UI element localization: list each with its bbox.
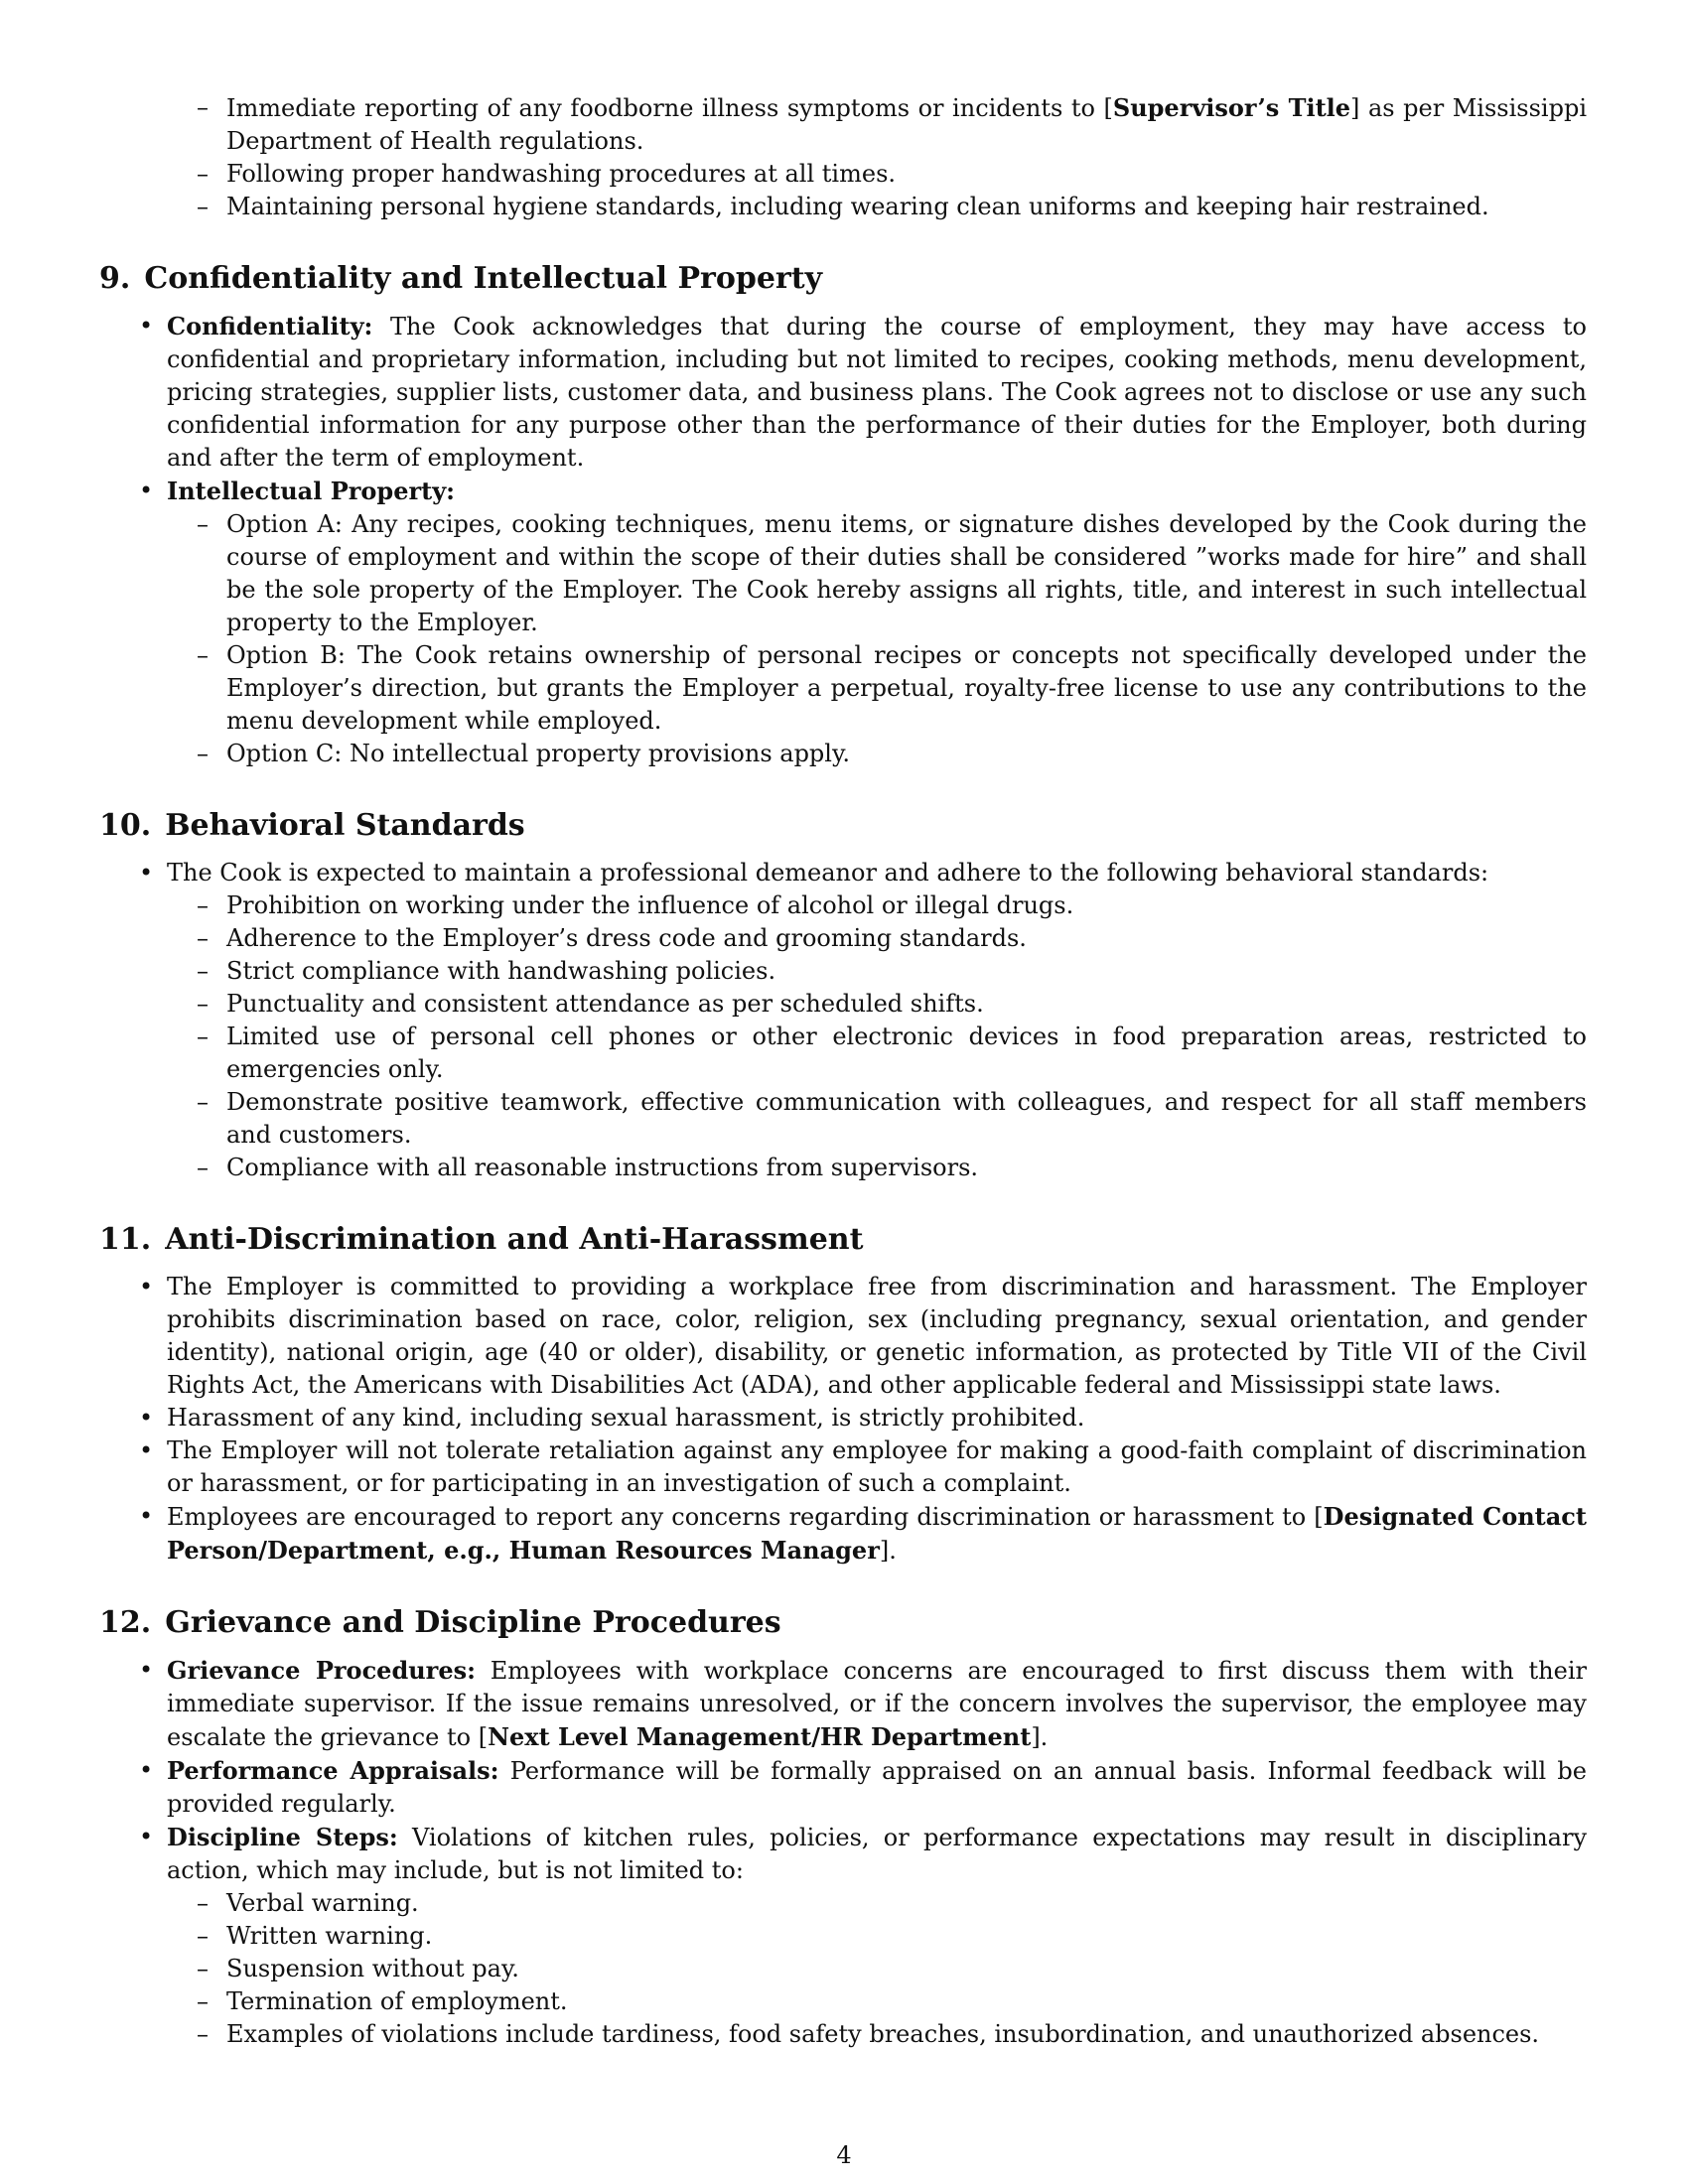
performance-appraisals-clause: • Performance Appraisals: Performance will be formally appraised on an annual basis. Informal feedback will be provided regularly. <box>99 1754 1587 1821</box>
section-heading-10: 10. Behavioral Standards <box>99 808 525 843</box>
list-item: – Verbal warning. <box>167 1887 1587 1920</box>
list-item: – Prohibition on working under the influence of alcohol or illegal drugs. <box>167 889 1587 922</box>
section-heading-9: 9. Confidentiality and Intellectual Property <box>99 261 823 296</box>
list-item: – Written warning. <box>167 1920 1587 1953</box>
section-11-list <box>99 1271 1587 1568</box>
list-item: – Suspension without pay. <box>167 1953 1587 1985</box>
list-item: • Employees are encouraged to report any concerns regarding discrimination or harassment to [Designated Contact Person/Department, e.g., Human Resources Manager]. <box>99 1500 1587 1568</box>
ip-options-list <box>167 508 1587 770</box>
page-number: 4 <box>836 2141 852 2169</box>
list-item: – Punctuality and consistent attendance as per scheduled shifts. <box>167 988 1587 1021</box>
list-item: • Harassment of any kind, including sexual harassment, is strictly prohibited. <box>99 1402 1587 1434</box>
list-item: – Following proper handwashing procedures at all times. <box>99 158 1587 191</box>
list-item: – Strict compliance with handwashing policies. <box>167 955 1587 988</box>
discipline-steps-clause: • Discipline Steps: Violations of kitchen rules, policies, or performance expectations may result in disciplinary action, which may include, but is not limited to: – Verbal warning. – Written warning. – Suspension without pay. – Termination of employment. – Examples of violations include tardiness, food safety breaches, insubordination, and unauthorized absences. <box>99 1821 1587 2051</box>
section-12-list <box>99 1654 1587 2051</box>
ip-option-c: – Option C: No intellectual property provisions apply. <box>167 738 1587 770</box>
section-heading-12: 12. Grievance and Discipline Procedures <box>99 1605 781 1640</box>
food-safety-continued-list <box>99 91 1587 223</box>
confidentiality-clause: • Confidentiality: The Cook acknowledges that during the course of employment, they may have access to confidential and proprietary information, including but not limited to recipes, cooking methods, menu development, pricing strategies, supplier lists, customer data, and business plans. The Cook agrees not to disclose or use any such confidential information for any purpose other than the performance of their duties for the Employer, both during and after the term of employment. <box>99 310 1587 475</box>
ip-option-b: – Option B: The Cook retains ownership of personal recipes or concepts not specifically developed under the Employer’s direction, but grants the Employer a perpetual, royalty-free license to use any contributions to the menu development while employed. <box>167 639 1587 738</box>
list-item: – Examples of violations include tardiness, food safety breaches, insubordination, and unauthorized absences. <box>167 2018 1587 2051</box>
section-9-list <box>99 310 1587 770</box>
list-item: – Adherence to the Employer’s dress code and grooming standards. <box>167 922 1587 955</box>
list-item: – Demonstrate positive teamwork, effective communication with colleagues, and respect for all staff members and customers. <box>167 1086 1587 1152</box>
ip-option-a: – Option A: Any recipes, cooking techniques, menu items, or signature dishes developed by the Cook during the course of employment and within the scope of their duties shall be considered ”works made for hire” and shall be the sole property of the Employer. The Cook hereby assigns all rights, title, and interest in such intellectual property to the Employer. <box>167 508 1587 639</box>
placeholder-field: Supervisor’s Title <box>1112 93 1351 122</box>
discipline-steps-items <box>167 1887 1587 2051</box>
list-item: • The Employer is committed to providing a workplace free from discrimination and harassment. The Employer prohibits discrimination based on race, color, religion, sex (including pregnancy, sexual orientation, and gender identity), national origin, age (40 or older), disability, or genetic information, as protected by Title VII of the Civil Rights Act, the Americans with Disabilities Act (ADA), and other applicable federal and Mississippi state laws. <box>99 1271 1587 1402</box>
placeholder-field: Next Level Management/HR Department <box>488 1722 1032 1751</box>
grievance-procedures-clause: • Grievance Procedures: Employees with workplace concerns are encouraged to first discuss them with their immediate supervisor. If the issue remains unresolved, or if the concern involves the supervisor, the employee may escalate the grievance to [Next Level Management/HR Department]. <box>99 1654 1587 1754</box>
list-item: – Compliance with all reasonable instructions from supervisors. <box>167 1152 1587 1184</box>
list-item: • The Employer will not tolerate retaliation against any employee for making a good-faith complaint of discrimination or harassment, or for participating in an investigation of such a complaint. <box>99 1434 1587 1500</box>
section-heading-11: 11. Anti-Discrimination and Anti-Harassment <box>99 1222 864 1257</box>
list-item: – Limited use of personal cell phones or other electronic devices in food preparation areas, restricted to emergencies only. <box>167 1021 1587 1086</box>
list-item: – Maintaining personal hygiene standards, including wearing clean uniforms and keeping hair restrained. <box>99 191 1587 223</box>
placeholder-field: Designated Contact Person/Department, e.g., Human Resources Manager <box>167 1502 1587 1565</box>
intellectual-property-clause: • Intellectual Property: – Option A: Any recipes, cooking techniques, menu items, or signature dishes developed by the Cook during the course of employment and within the scope of their duties shall be considered ”works made for hire” and shall be the sole property of the Employer. The Cook hereby assigns all rights, title, and interest in such intellectual property to the Employer. – Option B: The Cook retains ownership of personal recipes or concepts not specifically developed under the Employer’s direction, but grants the Employer a perpetual, royalty-free license to use any contributions to the menu development while employed. – Option C: No intellectual property provisions apply. <box>99 475 1587 770</box>
section-10-list <box>99 857 1587 1184</box>
behavioral-standards-items <box>167 889 1587 1184</box>
list-item: – Immediate reporting of any foodborne illness symptoms or incidents to [Supervisor’s Title] as per Mississippi Department of Health regulations. <box>99 91 1587 158</box>
behavioral-standards-clause: • The Cook is expected to maintain a professional demeanor and adhere to the following behavioral standards: – Prohibition on working under the influence of alcohol or illegal drugs. – Adherence to the Employer’s dress code and grooming standards. – Strict compliance with handwashing policies. – Punctuality and consistent attendance as per scheduled shifts. – Limited use of personal cell phones or other electronic devices in food preparation areas, restricted to emergencies only. – Demonstrate positive teamwork, effective communication with colleagues, and respect for all staff members and customers. – Compliance with all reasonable instructions from supervisors. <box>99 857 1587 1184</box>
list-item: – Termination of employment. <box>167 1985 1587 2018</box>
